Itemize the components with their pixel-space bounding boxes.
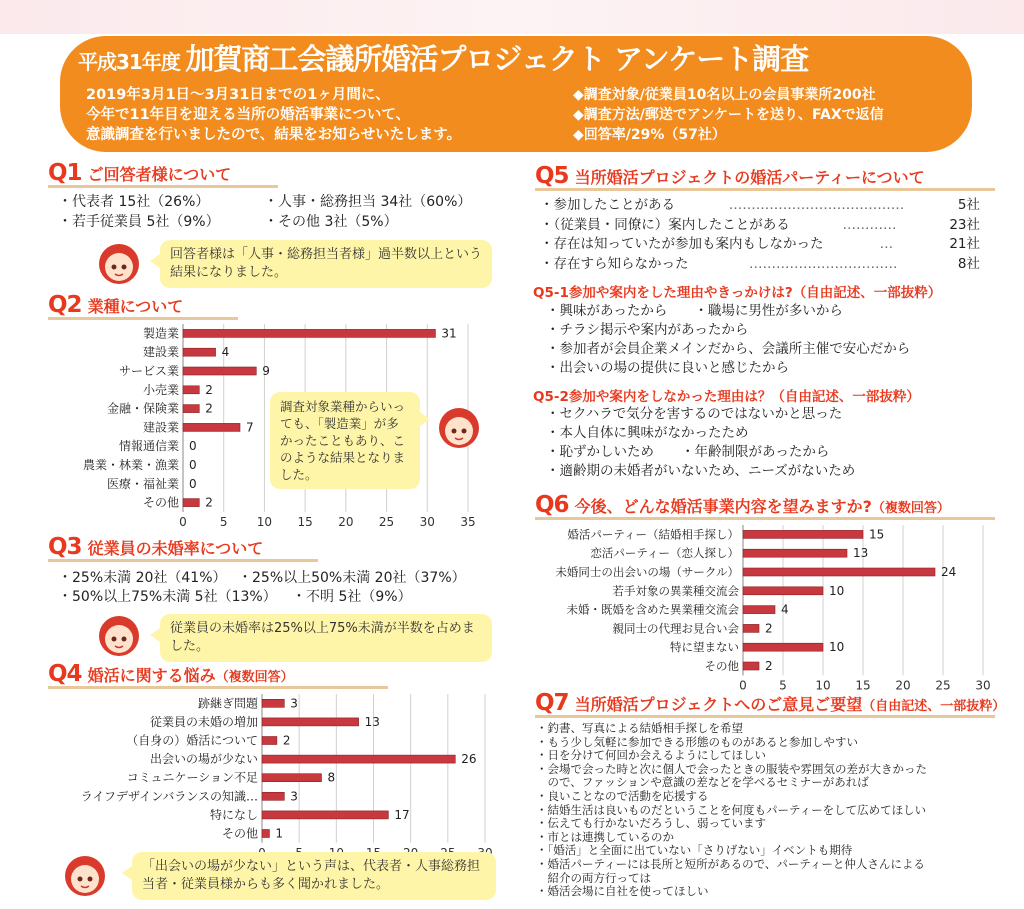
tick-label: 15 <box>855 678 871 693</box>
data-label: 2 <box>205 382 213 397</box>
q3-heading <box>48 534 318 562</box>
category-label: 婚活パーティー（結婚相手探し） <box>567 527 739 542</box>
data-label: 15 <box>869 527 885 542</box>
q4-title-note: （複数回答） <box>215 670 294 685</box>
bar <box>262 737 277 745</box>
q1-heading <box>48 160 278 188</box>
bar <box>262 830 269 838</box>
q1-item: ・人事・総務担当 34社（60%） <box>264 194 472 210</box>
q6-number: Q6 <box>535 492 569 518</box>
category-label: 親同士の代理お見合い会 <box>612 621 739 636</box>
data-label: 0 <box>189 439 197 454</box>
q5-row-value: 21社 <box>949 236 980 252</box>
q5-2-heading: Q5-2参加や案内をしなかった理由は？（自由記述、一部抜粋） <box>533 389 920 405</box>
q3-item: ・25%未満 20社（41%） <box>58 570 227 586</box>
category-label: 医療・福祉業 <box>106 476 179 491</box>
category-label: 若手対象の異業種交流会 <box>612 583 739 598</box>
data-label: 4 <box>781 602 789 617</box>
category-label: 恋活パーティー（恋人探し） <box>590 546 739 561</box>
bar <box>183 348 216 356</box>
q5-1-item: ・チラシ掲示や案内があったから <box>546 322 749 338</box>
data-label: 10 <box>829 640 845 655</box>
bar <box>743 549 847 557</box>
category-label: その他 <box>142 495 179 510</box>
bar <box>743 530 863 538</box>
data-label: 4 <box>221 345 230 360</box>
tick-label: 5 <box>779 678 787 693</box>
bar <box>743 568 935 576</box>
q3-item: ・50%以上75%未満 5社（13%） <box>58 589 277 605</box>
data-label: 3 <box>290 696 298 711</box>
data-label: 2 <box>205 495 213 510</box>
category-label: 建設業 <box>142 345 179 360</box>
intro-line: 今年で11年目を迎える当所の婚活事業について、 <box>86 107 411 123</box>
q5-2-item: ・恥ずかしいため ・年齢制限があったから <box>546 444 830 460</box>
q5-row-dots: …………………………… <box>748 255 898 272</box>
q2-heading <box>48 292 238 320</box>
q5-row-dots: ………… <box>842 216 897 233</box>
bar <box>183 329 435 337</box>
q7-title-text: 当所婚活プロジェクトへのご意見ご要望 <box>574 695 863 714</box>
tick-label: 0 <box>179 515 187 529</box>
q2-number: Q2 <box>48 292 82 318</box>
bar <box>262 718 359 726</box>
q7-title <box>575 692 1006 715</box>
q4-title <box>88 663 294 686</box>
data-label: 1 <box>275 826 284 841</box>
survey-target: ◆調査対象/従業員10名以上の会員事業所200社 <box>573 87 876 103</box>
bar <box>183 423 240 431</box>
title-main: 加賀商工会議所婚活プロジェクト アンケート調査 <box>185 42 809 76</box>
response-rate: ◆回答率/29%（57社） <box>573 127 726 143</box>
q5-1-item: ・参加者が会員企業メインだから、会議所主催で安心だから <box>546 341 911 357</box>
q6-title-text: 今後、どんな婚活事業内容を望みますか? <box>574 497 872 516</box>
q5-row-value: 23社 <box>949 216 980 233</box>
category-label: サービス業 <box>118 364 179 378</box>
q7-item: ・会場で会った時と次に個人で会ったときの服装や雰囲気の差が大きかった <box>536 761 927 776</box>
q3-number: Q3 <box>48 534 82 560</box>
decorative-header-strip <box>0 0 1024 34</box>
q6-title-note: （複数回答） <box>871 501 950 516</box>
q7-item: ・釣書、写真による結婚相手探しを希望 <box>536 721 743 735</box>
category-label: その他 <box>221 826 258 841</box>
bar <box>262 755 455 763</box>
q5-row <box>540 255 980 275</box>
category-label: 特に望まない <box>670 640 739 655</box>
q3-title: 従業員の未婚率について <box>87 539 264 558</box>
q7-item: ・日を分けて何回か会えるようにしてほしい <box>536 748 766 763</box>
q4-comment: 「出会いの場が少ない」という声は、代表者・人事総務担当者・従業員様からも多く聞かれました。 <box>132 852 496 900</box>
q7-heading <box>535 690 1006 718</box>
data-label: 17 <box>394 807 410 822</box>
category-label: 金融・保険業 <box>106 401 179 416</box>
q5-2-item: ・本人自体に興味がなかったため <box>546 425 749 441</box>
data-label: 24 <box>941 565 957 579</box>
tick-label: 0 <box>739 678 747 693</box>
category-label: 建設業 <box>142 420 179 435</box>
category-label: 従業員の未婚の増加 <box>149 714 258 729</box>
q7-item: ・婚活会場に自社を使ってほしい <box>536 884 709 899</box>
q7-item: ・結婚生活は良いものだということを何度もパーティーをして広めてほしい <box>536 802 927 817</box>
mascot-girl-icon <box>62 852 108 898</box>
tick-label: 35 <box>460 515 476 529</box>
survey-info <box>573 85 973 145</box>
q5-results <box>540 196 980 274</box>
data-label: 2 <box>765 621 773 636</box>
category-label: 出会いの場が少ない <box>149 752 258 767</box>
tick-label: 10 <box>256 515 273 529</box>
data-label: 3 <box>290 789 298 804</box>
q5-row-label: ・存在すら知らなかった <box>540 255 689 272</box>
q4-heading <box>48 661 388 689</box>
data-label: 7 <box>246 420 254 435</box>
q5-row-label: ・存在は知っていたが参加も案内もしなかった <box>540 236 824 252</box>
q7-item: ・婚活パーティーには長所と短所があるので、パーティーと仲人さんによる <box>536 856 925 871</box>
q5-2-item: ・セクハラで気分を害するのではないかと思った <box>546 406 843 422</box>
category-label: コミュニケーション不足 <box>126 770 258 785</box>
q7-item: ので、ファッションや意識の差などを学べるセミナーがあれば <box>536 775 869 790</box>
q4-worries-chart <box>40 690 490 850</box>
tick-label: 25 <box>378 515 395 529</box>
q2-title: 業種について <box>87 297 184 316</box>
intro-line: 2019年3月1日～3月31日までの1ヶ月間に、 <box>86 87 390 103</box>
q1-item: ・その他 3社（5%） <box>264 214 398 230</box>
q3-item: ・25%以上50%未満 20社（37%） <box>238 570 466 586</box>
tick-label: 5 <box>219 515 228 529</box>
intro-line: 意識調査を行いましたので、結果をお知らせいたします。 <box>86 127 462 143</box>
data-label: 13 <box>853 546 869 561</box>
bar <box>262 699 284 707</box>
bar <box>183 499 199 507</box>
q1-item: ・代表者 15社（26%） <box>58 194 210 210</box>
q6-title <box>575 494 950 517</box>
q2-comment: 調査対象業種からいっても、「製造業」が多かったこともあり、このような結果となりました。 <box>270 392 420 489</box>
category-label: その他 <box>704 659 739 673</box>
q6-desired-events-chart <box>530 521 1000 691</box>
tick-label: 20 <box>338 515 354 529</box>
q4-title-text: 婚活に関する悩み <box>87 666 216 685</box>
q4-number: Q4 <box>48 661 82 687</box>
q7-title-note: （自由記述、一部抜粋） <box>862 699 1006 714</box>
data-label: 10 <box>829 583 845 598</box>
mascot-girl-icon <box>436 404 482 450</box>
data-label: 2 <box>205 401 213 416</box>
intro-text <box>86 85 566 145</box>
category-label: 小売業 <box>142 382 179 397</box>
bar <box>743 662 759 670</box>
category-label: 跡継ぎ問題 <box>197 696 258 711</box>
bar <box>262 811 388 819</box>
q5-1-list <box>546 302 910 378</box>
q5-row-label: ・参加したことがある <box>540 197 675 213</box>
q3-comment: 従業員の未婚率は25%以上75%未満が半数を占めました。 <box>160 614 492 662</box>
bar <box>262 792 284 800</box>
q1-item: ・若手従業員 5社（9%） <box>58 214 220 230</box>
q5-2-list <box>546 405 855 481</box>
q5-heading <box>535 163 995 191</box>
q7-list <box>536 722 927 899</box>
page-title <box>78 37 808 78</box>
tick-label: 15 <box>297 515 313 529</box>
q7-item: 紹介の両方行っては <box>536 870 651 885</box>
q1-comment: 回答者様は「人事・総務担当者様」過半数以上という結果になりました。 <box>160 240 492 288</box>
category-label: 情報通信業 <box>118 439 179 454</box>
q5-2-item: ・適齢期の未婚者がいないため、ニーズがないため <box>546 463 856 479</box>
category-label: 未婚同士の出会いの場（サークル） <box>555 565 739 579</box>
bar <box>743 624 759 632</box>
tick-label: 30 <box>975 678 991 693</box>
category-label: 未婚・既婚を含めた異業種交流会 <box>566 602 739 617</box>
q1-title: ご回答者様について <box>87 165 232 184</box>
bar <box>743 587 823 595</box>
bar <box>743 643 823 651</box>
q5-row-label: ・（従業員・同僚に）案内したことがある <box>540 216 790 233</box>
q5-1-item: ・出会いの場の提供に良いと感じたから <box>546 360 789 376</box>
bar <box>262 774 321 782</box>
q5-title: 当所婚活プロジェクトの婚活パーティーについて <box>574 168 925 187</box>
q5-row <box>540 235 980 255</box>
data-label: 13 <box>364 714 380 729</box>
category-label: 製造業 <box>142 326 179 341</box>
q5-row-value: 8社 <box>957 255 980 272</box>
category-label: 農業・林業・漁業 <box>82 458 179 472</box>
q7-number: Q7 <box>535 690 569 716</box>
bar <box>743 606 775 614</box>
q1-number: Q1 <box>48 160 82 186</box>
mascot-girl-icon <box>96 612 142 658</box>
survey-method: ◆調査方法/郵送でアンケートを送り、FAXで返信 <box>573 107 884 123</box>
category-label: 特になし <box>209 807 258 822</box>
q5-number: Q5 <box>535 163 569 189</box>
data-label: 8 <box>327 770 336 785</box>
q6-heading <box>535 492 995 520</box>
data-label: 26 <box>461 752 477 767</box>
q5-1-item: ・興味があったから ・職場に男性が多いから <box>546 303 843 319</box>
title-year: 平成31年度 <box>78 50 180 74</box>
q7-item: ・「婚活」と全面に出ていない「さりげない」イベントも期待 <box>536 843 853 858</box>
tick-label: 20 <box>895 678 911 693</box>
category-label: ライフデザインバランスの知識… <box>80 789 258 804</box>
q5-row-dots: … <box>879 236 894 252</box>
data-label: 31 <box>441 326 457 341</box>
q5-row <box>540 196 980 216</box>
q5-1-heading: Q5-1参加や案内をした理由やきっかけは?（自由記述、一部抜粋） <box>533 285 942 301</box>
bar <box>183 367 256 375</box>
data-label: 9 <box>262 364 270 378</box>
q7-item: ・もう少し気軽に参加できる形態のものがあると参加しやすい <box>536 734 858 749</box>
bar <box>183 405 199 413</box>
q7-item: ・良いことなので活動を応援する <box>536 788 709 803</box>
data-label: 0 <box>189 476 197 491</box>
q7-item: ・伝えても行かないだろうし、弱っています <box>536 816 766 831</box>
q5-row <box>540 216 980 236</box>
data-label: 0 <box>189 458 197 472</box>
tick-label: 25 <box>935 678 951 693</box>
bar <box>183 386 199 394</box>
q5-row-dots: ………………………………… <box>728 197 905 213</box>
q5-row-value: 5社 <box>957 197 980 213</box>
data-label: 2 <box>282 733 291 748</box>
mascot-girl-icon <box>96 240 142 286</box>
q7-item: ・市とは連携しているのか <box>536 829 674 844</box>
data-label: 2 <box>765 659 773 673</box>
category-label: （自身の）婚活について <box>126 733 258 748</box>
tick-label: 30 <box>419 515 435 529</box>
q3-item: ・不明 5社（9%） <box>292 589 412 605</box>
tick-label: 10 <box>815 678 831 693</box>
